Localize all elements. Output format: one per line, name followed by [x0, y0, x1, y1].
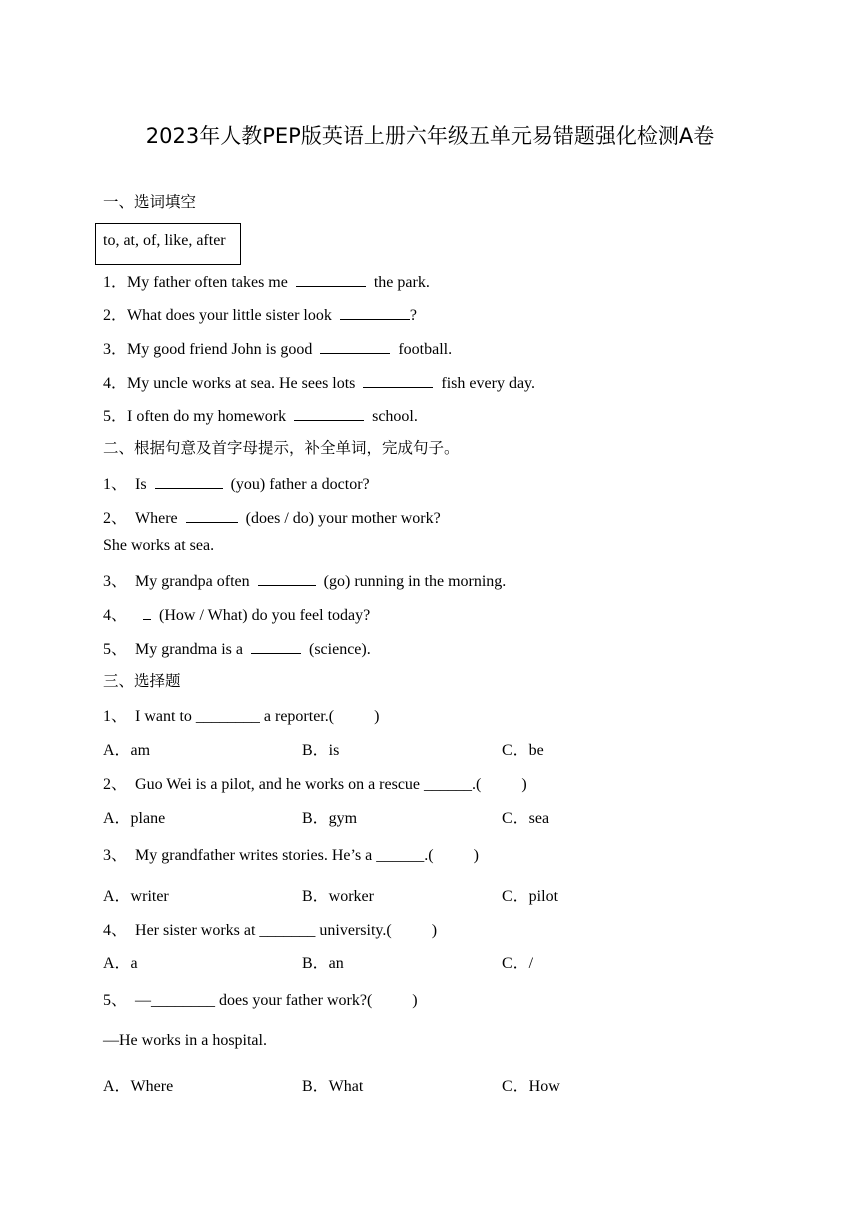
s3-q5-reply: —He works in a hospital.: [103, 1032, 267, 1049]
s1-item-5: 5．I often do my homework school.: [103, 408, 418, 425]
s3-q4-option-a[interactable]: A．a: [103, 955, 138, 972]
s2-item-1: 1、 Is (you) father a doctor?: [103, 476, 370, 493]
s3-q3-option-a[interactable]: A．writer: [103, 888, 169, 905]
answer-blank[interactable]: [320, 339, 390, 354]
answer-blank[interactable]: [186, 508, 238, 523]
s3-q1-option-b[interactable]: B．is: [302, 742, 340, 759]
answer-blank[interactable]: [251, 639, 301, 654]
s3-q5-option-c[interactable]: C．How: [502, 1078, 560, 1095]
answer-blank[interactable]: [363, 373, 433, 388]
s2-answer-line: She works at sea.: [103, 537, 215, 554]
answer-blank[interactable]: [155, 474, 223, 489]
s3-q2-option-a[interactable]: A．plane: [103, 810, 166, 827]
s3-q4-option-b[interactable]: B．an: [302, 955, 344, 972]
section2-heading: 二、根据句意及首字母提示，补全单词，完成句子。: [103, 439, 460, 457]
s3-q1-option-c[interactable]: C．be: [502, 742, 544, 759]
s2-item-4: 4、 (How / What) do you feel today?: [103, 607, 371, 624]
answer-blank[interactable]: [296, 272, 366, 287]
s1-item-3: 3．My good friend John is good football.: [103, 341, 453, 358]
s3-question-3: 3、 My grandfather writes stories. He’s a ______.( ): [103, 847, 479, 864]
s1-item-1: 1．My father often takes me the park.: [103, 274, 430, 291]
s3-question-5: 5、 —________ does your father work?( ): [103, 992, 418, 1009]
word-bank: to, at, of, like, after: [103, 232, 226, 249]
s3-q1-option-a[interactable]: A．am: [103, 742, 151, 759]
s1-item-4: 4．My uncle works at sea. He sees lots fish every day.: [103, 375, 535, 392]
s3-q3-option-c[interactable]: C．pilot: [502, 888, 559, 905]
answer-blank[interactable]: [340, 305, 410, 320]
page-title: 2023年人教PEP版英语上册六年级五单元易错题强化检测A卷: [145, 124, 715, 148]
section1-heading: 一、选词填空: [103, 193, 197, 211]
s3-q5-option-b[interactable]: B．What: [302, 1078, 364, 1095]
s1-item-2: 2．What does your little sister look ?: [103, 307, 417, 324]
s2-item-2: 2、 Where (does / do) your mother work?: [103, 510, 441, 527]
word-bank-box: [95, 223, 241, 265]
s3-q2-option-c[interactable]: C．sea: [502, 810, 550, 827]
s3-q5-option-a[interactable]: A．Where: [103, 1078, 174, 1095]
section3-heading: 三、选择题: [103, 672, 181, 690]
s3-question-4: 4、 Her sister works at _______ university.( ): [103, 922, 438, 939]
s3-q2-option-b[interactable]: B．gym: [302, 810, 358, 827]
s3-q3-option-b[interactable]: B．worker: [302, 888, 374, 905]
answer-blank[interactable]: [258, 571, 316, 586]
s2-item-5: 5、 My grandma is a (science).: [103, 641, 371, 658]
s3-q4-option-c[interactable]: C．/: [502, 955, 534, 972]
answer-blank[interactable]: [294, 406, 364, 421]
s2-item-3: 3、 My grandpa often (go) running in the morning.: [103, 573, 507, 590]
answer-blank[interactable]: [143, 605, 151, 620]
s3-question-2: 2、 Guo Wei is a pilot, and he works on a rescue ______.( ): [103, 776, 527, 793]
s3-question-1: 1、 I want to ________ a reporter.( ): [103, 708, 380, 725]
